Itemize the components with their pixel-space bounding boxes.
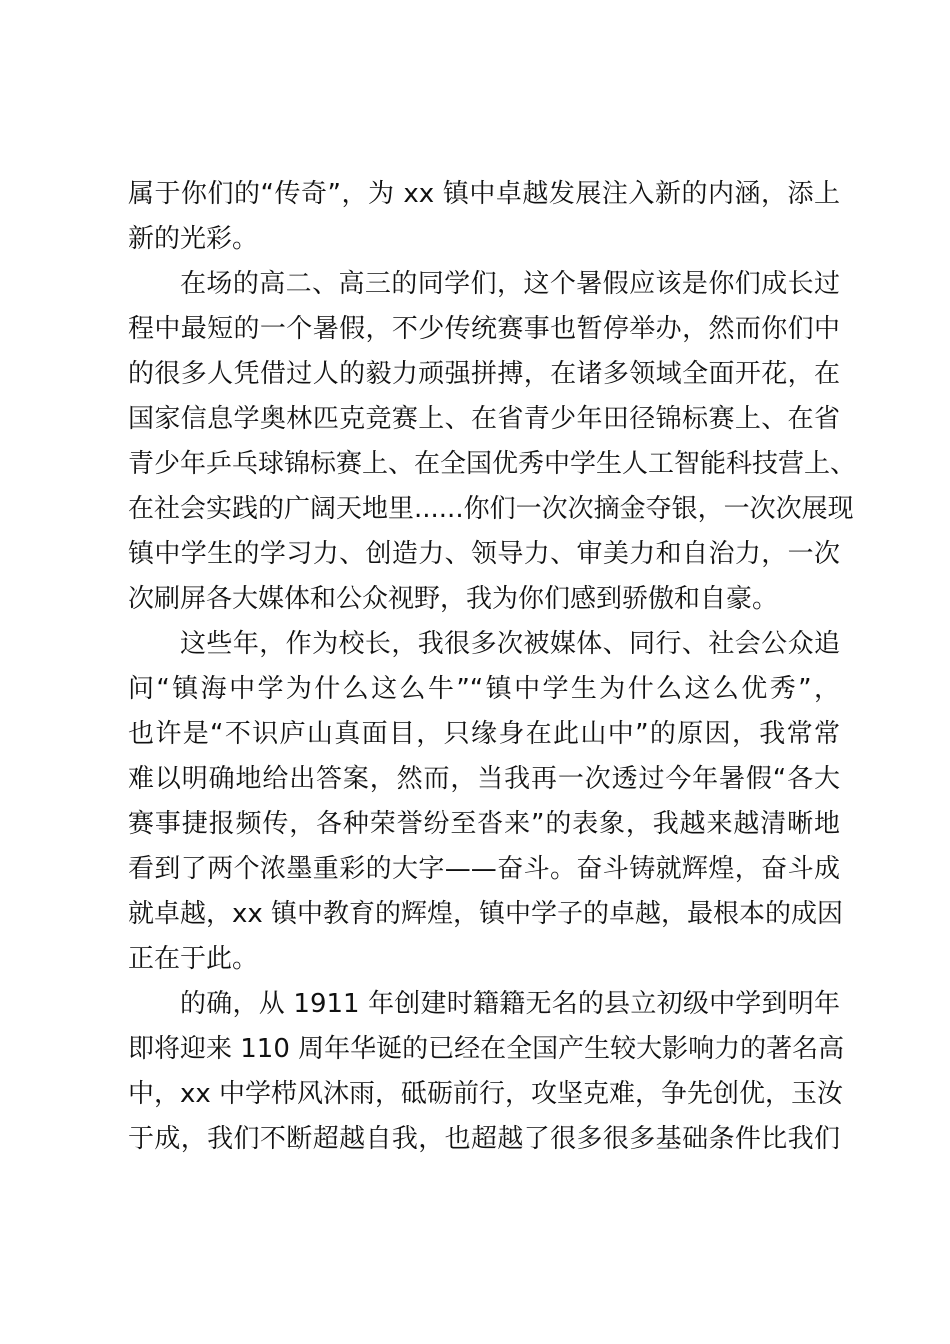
text-line: 问“镇海中学为什么这么牛”“镇中学生为什么这么优秀”， (128, 674, 840, 704)
text-line: 国家信息学奥林匹克竞赛上、在省青少年田径锦标赛上、在省 (128, 404, 840, 434)
paragraph (128, 262, 857, 622)
text-line: 新的光彩。 (128, 224, 259, 254)
document-body (128, 172, 857, 1162)
text-line: 就卓越，xx 镇中教育的辉煌，镇中学子的卓越，最根本的成因 (128, 899, 844, 929)
text-line: 难以明确地给出答案，然而，当我再一次透过今年暑假“各大 (128, 764, 840, 794)
paragraph (128, 172, 840, 262)
text-line: 镇中学生的学习力、创造力、领导力、审美力和自治力，一次 (128, 539, 840, 569)
text-line: 也许是“不识庐山真面目，只缘身在此山中”的原因，我常常 (128, 719, 840, 749)
text-line: 于成，我们不断超越自我，也超越了很多很多基础条件比我们 (128, 1124, 840, 1154)
text-line: 这些年，作为校长，我很多次被媒体、同行、社会公众追 (180, 629, 840, 659)
text-line: 正在于此。 (128, 944, 259, 974)
text-line: 的确，从 1911 年创建时籍籍无名的县立初级中学到明年 (180, 989, 840, 1019)
text-line: 属于你们的“传奇”，为 xx 镇中卓越发展注入新的内涵，添上 (128, 179, 840, 209)
text-line: 赛事捷报频传，各种荣誉纷至沓来”的表象，我越来越清晰地 (128, 809, 840, 839)
paragraph (128, 982, 845, 1162)
text-line: 的很多人凭借过人的毅力顽强拼搏，在诸多领域全面开花，在 (128, 359, 840, 389)
paragraph (128, 622, 844, 982)
text-line: 在社会实践的广阔天地里......你们一次次摘金夺银，一次次展现 (128, 494, 854, 524)
text-line: 中，xx 中学栉风沐雨，砥砺前行，攻坚克难，争先创优，玉汝 (128, 1079, 844, 1109)
text-line: 青少年乒乓球锦标赛上、在全国优秀中学生人工智能科技营上、 (128, 449, 857, 479)
text-line: 看到了两个浓墨重彩的大字——奋斗。奋斗铸就辉煌，奋斗成 (128, 854, 840, 884)
text-line: 在场的高二、高三的同学们，这个暑假应该是你们成长过 (180, 269, 840, 299)
text-line: 即将迎来 110 周年华诞的已经在全国产生较大影响力的著名高 (128, 1034, 845, 1064)
text-line: 次刷屏各大媒体和公众视野，我为你们感到骄傲和自豪。 (128, 584, 779, 614)
text-line: 程中最短的一个暑假，不少传统赛事也暂停举办，然而你们中 (128, 314, 840, 344)
